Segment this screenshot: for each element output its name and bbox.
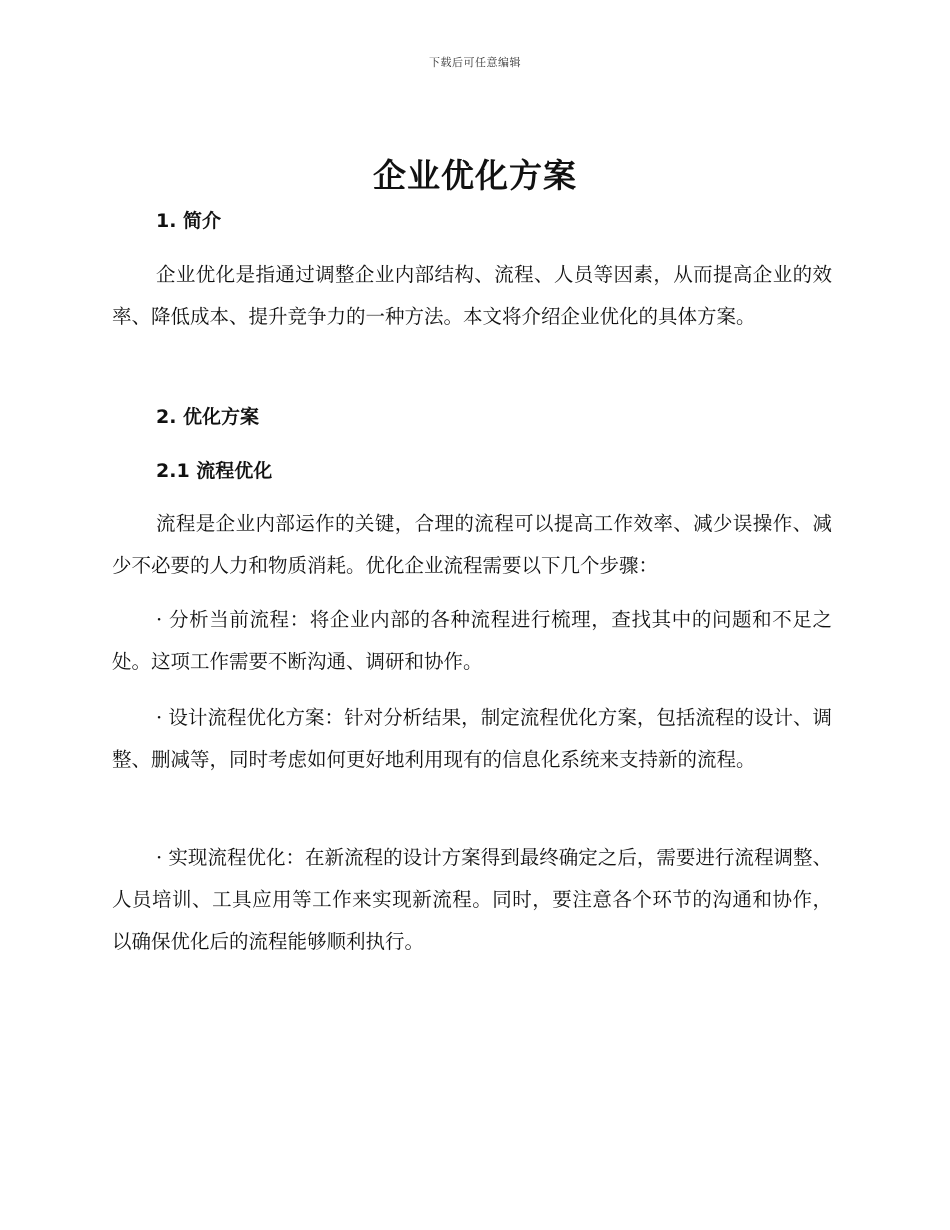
bullet-implement-optimization: · 实现流程优化：在新流程的设计方案得到最终确定之后，需要进行流程调整、人员培训、工具应用等工作来实现新流程。同时，要注意各个环节的沟通和协作，以确保优化后的流程能够顺利执行。 — [112, 846, 832, 953]
paragraph-intro: 企业优化是指通过调整企业内部结构、流程、人员等因素，从而提高企业的效率、降低成本、提升竞争力的一种方法。本文将介绍企业优化的具体方案。 — [112, 263, 832, 328]
document-title: 企业优化方案 — [373, 156, 577, 195]
bullet-analyze-current-process: · 分析当前流程：将企业内部的各种流程进行梳理，查找其中的问题和不足之处。这项工作需要不断沟通、调研和协作。 — [112, 608, 832, 673]
paragraph-process-overview: 流程是企业内部运作的关键，合理的流程可以提高工作效率、减少误操作、减少不必要的人力和物质消耗。优化企业流程需要以下几个步骤： — [112, 512, 832, 577]
section-heading-intro: 1. 简介 — [156, 210, 222, 232]
section-heading-process-optimization: 2.1 流程优化 — [156, 460, 273, 482]
section-heading-optimization-plan: 2. 优化方案 — [156, 406, 260, 428]
page-header-note: 下载后可任意编辑 — [429, 56, 521, 69]
bullet-design-optimization-plan: · 设计流程优化方案：针对分析结果，制定流程优化方案，包括流程的设计、调整、删减等，同时考虑如何更好地利用现有的信息化系统来支持新的流程。 — [112, 706, 832, 771]
